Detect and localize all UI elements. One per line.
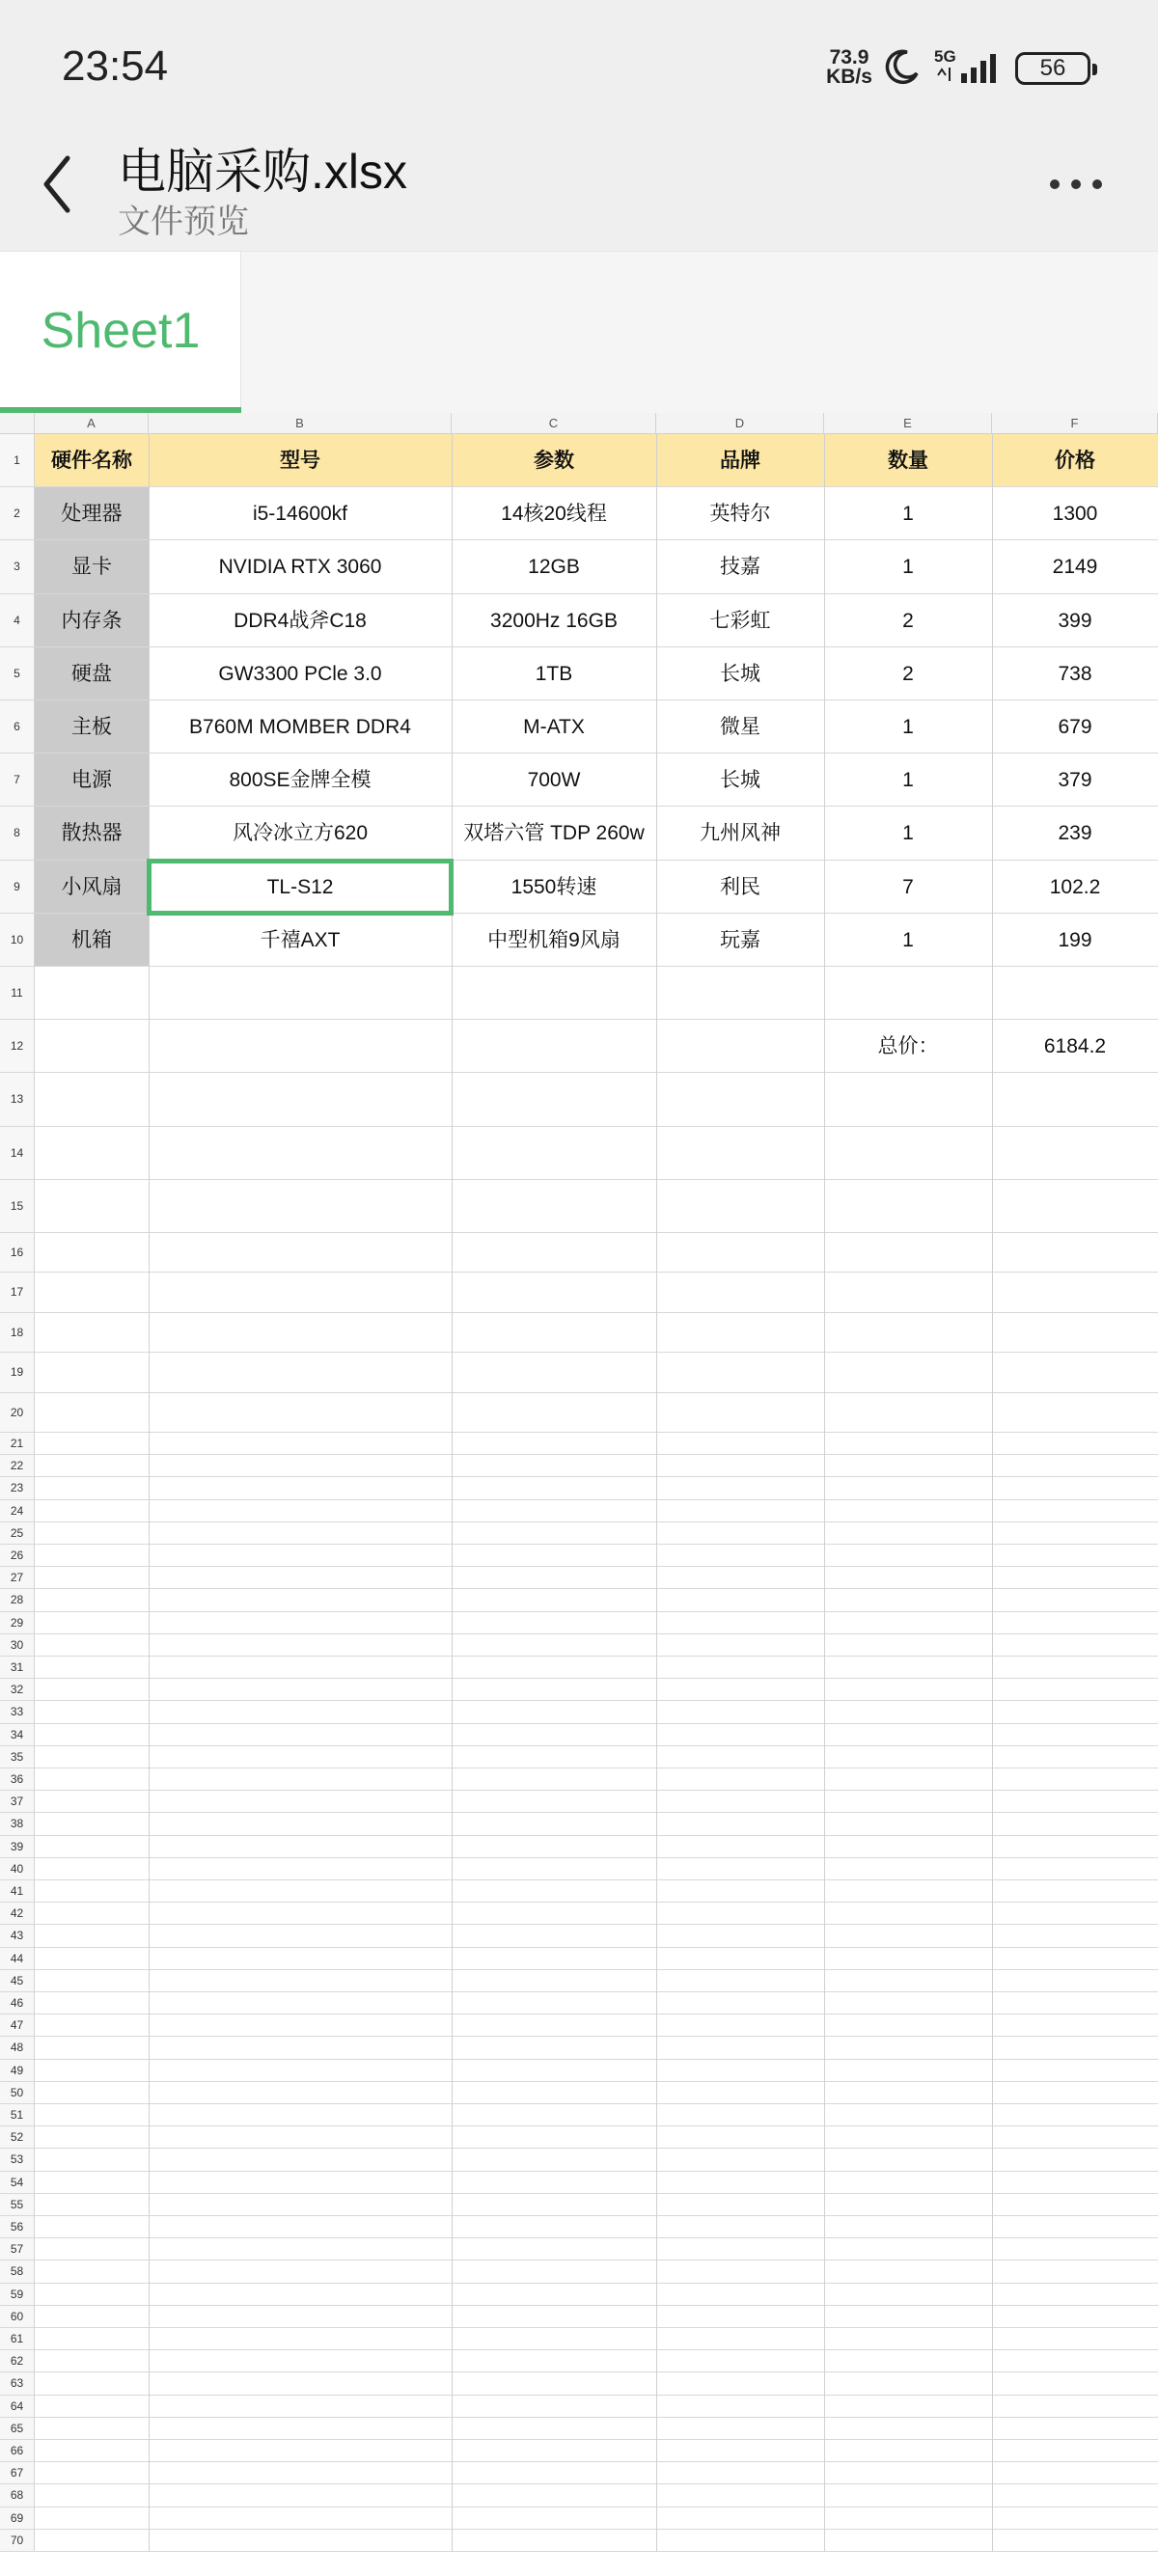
row-number-24[interactable]: 24 — [0, 1500, 35, 1522]
row-gridline — [35, 2104, 1158, 2126]
row-number-43[interactable]: 43 — [0, 1925, 35, 1947]
cell-f10[interactable]: 199 — [1058, 928, 1092, 951]
row-number-20[interactable]: 20 — [0, 1393, 35, 1433]
row-number-56[interactable]: 56 — [0, 2216, 35, 2238]
cell-d5[interactable]: 长城 — [720, 662, 760, 685]
cell-e2[interactable]: 1 — [902, 503, 914, 526]
cell-b6[interactable]: B760M MOMBER DDR4 — [189, 716, 411, 738]
cell-b9[interactable]: TL-S12 — [266, 875, 334, 898]
cell-b7[interactable]: 800SE金牌全模 — [229, 769, 372, 792]
column-header-a[interactable]: A — [35, 413, 149, 434]
row-gridline — [35, 2194, 1158, 2216]
row-gridline — [35, 1679, 1158, 1701]
row-gridline — [35, 2530, 1158, 2552]
row-number-65[interactable]: 65 — [0, 2418, 35, 2440]
row-gridline — [35, 2507, 1158, 2530]
row-gridline — [35, 2350, 1158, 2372]
row-gridline — [35, 1500, 1158, 1522]
cell-d3[interactable]: 技嘉 — [720, 556, 760, 579]
row-number-4[interactable]: 4 — [0, 594, 35, 647]
row-number-12[interactable]: 12 — [0, 1020, 35, 1073]
row-number-19[interactable]: 19 — [0, 1353, 35, 1392]
row-number-35[interactable]: 35 — [0, 1746, 35, 1768]
row-number-22[interactable]: 22 — [0, 1455, 35, 1477]
row-number-10[interactable]: 10 — [0, 914, 35, 967]
moon-icon — [882, 48, 921, 87]
row-gridline — [35, 1903, 1158, 1925]
tab-sheet1-label: Sheet1 — [41, 303, 201, 359]
row-gridline — [35, 1393, 1158, 1433]
cell-d4[interactable]: 七彩虹 — [709, 609, 771, 632]
row-gridline — [35, 967, 1158, 1020]
row-number-60[interactable]: 60 — [0, 2306, 35, 2328]
row-gridline — [35, 2037, 1158, 2059]
row-number-13[interactable]: 13 — [0, 1073, 35, 1126]
row-gridline — [35, 1634, 1158, 1657]
row-gridline — [35, 1746, 1158, 1768]
cell-e3[interactable]: 1 — [902, 556, 914, 579]
row-number-31[interactable]: 31 — [0, 1657, 35, 1679]
row-gridline — [35, 1127, 1158, 1180]
row-number-44[interactable]: 44 — [0, 1948, 35, 1970]
cell-f8[interactable]: 239 — [1058, 822, 1092, 845]
row-number-47[interactable]: 47 — [0, 2014, 35, 2037]
row-gridline — [35, 1791, 1158, 1813]
row-number-17[interactable]: 17 — [0, 1273, 35, 1312]
cell-c10[interactable]: 中型机箱9风扇 — [487, 928, 620, 951]
cell-d10[interactable]: 玩嘉 — [720, 928, 760, 951]
row-number-25[interactable]: 25 — [0, 1522, 35, 1545]
row-gridline — [35, 2014, 1158, 2037]
row-number-55[interactable]: 55 — [0, 2194, 35, 2216]
network-speed — [820, 48, 878, 87]
header-cell-c[interactable]: 参数 — [534, 450, 574, 472]
cell-a4[interactable]: 内存条 — [61, 609, 123, 632]
row-number-33[interactable]: 33 — [0, 1701, 35, 1723]
row-number-54[interactable]: 54 — [0, 2172, 35, 2194]
column-header-f[interactable]: F — [992, 413, 1158, 434]
row-number-29[interactable]: 29 — [0, 1612, 35, 1634]
row-number-62[interactable]: 62 — [0, 2350, 35, 2372]
row-gridline — [35, 2172, 1158, 2194]
row-number-7[interactable]: 7 — [0, 754, 35, 807]
row-gridline — [35, 1813, 1158, 1835]
battery-icon: 56 — [1015, 52, 1090, 85]
page-subtitle: 文件预览 — [118, 204, 249, 240]
cell-e10[interactable]: 1 — [902, 928, 914, 951]
row-number-52[interactable]: 52 — [0, 2126, 35, 2149]
row-number-26[interactable]: 26 — [0, 1545, 35, 1567]
row-number-6[interactable]: 6 — [0, 700, 35, 754]
signal-label: 5G — [934, 47, 956, 66]
cell-f2[interactable]: 1300 — [1052, 503, 1098, 526]
cell-d2[interactable]: 英特尔 — [709, 503, 771, 526]
row-number-57[interactable]: 57 — [0, 2238, 35, 2261]
row-gridline — [35, 2216, 1158, 2238]
row-gridline — [35, 1768, 1158, 1791]
cell-d7[interactable]: 长城 — [720, 769, 760, 792]
cell-f7[interactable]: 379 — [1058, 769, 1092, 792]
row-number-51[interactable]: 51 — [0, 2104, 35, 2126]
row-gridline — [35, 1180, 1158, 1233]
cell-f5[interactable]: 738 — [1058, 662, 1092, 685]
row-number-27[interactable]: 27 — [0, 1567, 35, 1589]
cell-d9[interactable]: 利民 — [720, 875, 760, 898]
row-number-69[interactable]: 69 — [0, 2507, 35, 2530]
row-gridline — [35, 2306, 1158, 2328]
row-number-11[interactable]: 11 — [0, 967, 35, 1020]
row-number-15[interactable]: 15 — [0, 1180, 35, 1233]
page-title: 电脑采购.xlsx — [118, 145, 407, 199]
row-number-3[interactable]: 3 — [0, 540, 35, 593]
signal-icon — [934, 46, 1006, 85]
cell-a7[interactable]: 电源 — [71, 769, 112, 792]
cell-e4[interactable]: 2 — [902, 609, 914, 632]
row-gridline — [35, 1657, 1158, 1679]
row-gridline — [35, 1273, 1158, 1312]
cell-b5[interactable]: GW3300 PCle 3.0 — [218, 662, 382, 685]
cell-e7[interactable]: 1 — [902, 769, 914, 792]
row-gridline — [35, 1970, 1158, 1992]
cell-d6[interactable]: 微星 — [720, 716, 760, 738]
row-number-38[interactable]: 38 — [0, 1813, 35, 1835]
total-value[interactable]: 6184.2 — [1043, 1035, 1107, 1058]
row-number-14[interactable]: 14 — [0, 1127, 35, 1180]
select-all-corner[interactable] — [0, 413, 35, 434]
row-gridline — [35, 2284, 1158, 2306]
row-number-49[interactable]: 49 — [0, 2060, 35, 2082]
row-gridline — [35, 1073, 1158, 1126]
row-gridline — [35, 2261, 1158, 2283]
status-time: 23:54 — [62, 42, 169, 90]
more-horizontal-icon[interactable] — [1044, 176, 1108, 195]
row-gridline — [35, 2396, 1158, 2418]
row-number-53[interactable]: 53 — [0, 2149, 35, 2171]
total-label[interactable]: 总价： — [877, 1035, 939, 1058]
row-number-41[interactable]: 41 — [0, 1880, 35, 1903]
row-number-36[interactable]: 36 — [0, 1768, 35, 1791]
cell-e8[interactable]: 1 — [902, 822, 914, 845]
column-header-d[interactable]: D — [656, 413, 824, 434]
cell-b10[interactable]: 千禧AXT — [260, 928, 341, 951]
cell-e9[interactable]: 7 — [902, 875, 914, 898]
status-bar — [0, 0, 1158, 125]
row-gridline — [35, 2060, 1158, 2082]
app-header — [0, 125, 1158, 251]
cell-d8[interactable]: 九州风神 — [700, 822, 781, 845]
row-number-18[interactable]: 18 — [0, 1313, 35, 1353]
row-number-39[interactable]: 39 — [0, 1836, 35, 1858]
header-cell-a[interactable]: 硬件名称 — [51, 450, 132, 472]
row-number-48[interactable]: 48 — [0, 2037, 35, 2059]
row-number-40[interactable]: 40 — [0, 1858, 35, 1880]
cell-f3[interactable]: 2149 — [1052, 556, 1098, 579]
row-number-16[interactable]: 16 — [0, 1233, 35, 1273]
row-gridline — [35, 2238, 1158, 2261]
row-number-58[interactable]: 58 — [0, 2261, 35, 2283]
row-number-23[interactable]: 23 — [0, 1477, 35, 1499]
row-gridline — [35, 1948, 1158, 1970]
row-number-34[interactable]: 34 — [0, 1724, 35, 1746]
row-gridline — [35, 1455, 1158, 1477]
header-cell-d[interactable]: 品牌 — [720, 450, 760, 472]
row-number-66[interactable]: 66 — [0, 2440, 35, 2462]
cell-a2[interactable]: 处理器 — [61, 503, 123, 526]
row-number-46[interactable]: 46 — [0, 1992, 35, 2014]
row-gridline — [35, 1313, 1158, 1353]
row-number-42[interactable]: 42 — [0, 1903, 35, 1925]
selected-cell-outline[interactable] — [147, 859, 454, 916]
row-number-30[interactable]: 30 — [0, 1634, 35, 1657]
row-gridline — [35, 2126, 1158, 2149]
cell-c4[interactable]: 3200Hz 16GB — [490, 609, 618, 632]
row-gridline — [35, 1545, 1158, 1567]
row-number-21[interactable]: 21 — [0, 1433, 35, 1455]
cell-a5[interactable]: 硬盘 — [71, 662, 112, 685]
row-gridline — [35, 1701, 1158, 1723]
row-gridline — [35, 1477, 1158, 1499]
cell-a8[interactable]: 散热器 — [61, 822, 123, 845]
header-cell-f[interactable]: 价格 — [1055, 450, 1095, 472]
row-gridline — [35, 2149, 1158, 2171]
row-number-2[interactable]: 2 — [0, 487, 35, 540]
row-gridline — [35, 1992, 1158, 2014]
row-number-37[interactable]: 37 — [0, 1791, 35, 1813]
cell-b8[interactable]: 风冷冰立方620 — [232, 822, 369, 845]
cell-a9[interactable]: 小风扇 — [61, 875, 123, 898]
row-number-63[interactable]: 63 — [0, 2372, 35, 2395]
cell-a6[interactable]: 主板 — [71, 716, 112, 738]
network-speed-value: 73.9 — [829, 46, 869, 69]
row-gridline — [35, 1433, 1158, 1455]
row-gridline — [35, 1589, 1158, 1611]
chevron-left-icon[interactable] — [35, 151, 81, 218]
row-number-50[interactable]: 50 — [0, 2082, 35, 2104]
cell-c2[interactable]: 14核20线程 — [501, 503, 607, 526]
row-number-1[interactable]: 1 — [0, 434, 35, 487]
cell-c7[interactable]: 700W — [527, 769, 581, 792]
cell-c5[interactable]: 1TB — [535, 662, 573, 685]
cell-c9[interactable]: 1550转速 — [510, 875, 597, 898]
column-header-b[interactable]: B — [149, 413, 452, 434]
row-number-45[interactable]: 45 — [0, 1970, 35, 1992]
cell-b3[interactable]: NVIDIA RTX 3060 — [218, 556, 382, 579]
row-gridline — [35, 2462, 1158, 2484]
row-gridline — [35, 2372, 1158, 2395]
cell-c6[interactable]: M-ATX — [523, 716, 585, 738]
cell-c8[interactable]: 双塔六管 TDP 260w — [463, 822, 645, 845]
cell-e6[interactable]: 1 — [902, 716, 914, 738]
row-gridline — [35, 1233, 1158, 1273]
row-number-8[interactable]: 8 — [0, 807, 35, 860]
cell-f6[interactable]: 679 — [1058, 716, 1092, 738]
row-gridline — [35, 1724, 1158, 1746]
cell-f4[interactable]: 399 — [1058, 609, 1092, 632]
row-gridline — [35, 1612, 1158, 1634]
row-number-28[interactable]: 28 — [0, 1589, 35, 1611]
row-number-59[interactable]: 59 — [0, 2284, 35, 2306]
row-gridline — [35, 2484, 1158, 2507]
row-number-68[interactable]: 68 — [0, 2484, 35, 2507]
row-gridline — [35, 2328, 1158, 2350]
row-gridline — [35, 1858, 1158, 1880]
row-number-9[interactable]: 9 — [0, 861, 35, 914]
row-gridline — [35, 1567, 1158, 1589]
row-number-61[interactable]: 61 — [0, 2328, 35, 2350]
row-gridline — [35, 1353, 1158, 1392]
row-number-32[interactable]: 32 — [0, 1679, 35, 1701]
spreadsheet-grid[interactable] — [0, 413, 1158, 2576]
cell-f9[interactable]: 102.2 — [1049, 875, 1101, 898]
header-cell-e[interactable]: 数量 — [888, 450, 928, 472]
row-number-70[interactable]: 70 — [0, 2530, 35, 2552]
row-gridline — [35, 2418, 1158, 2440]
row-number-5[interactable]: 5 — [0, 647, 35, 700]
column-header-c[interactable]: C — [452, 413, 656, 434]
row-gridline — [35, 1522, 1158, 1545]
row-gridline — [35, 1880, 1158, 1903]
column-header-e[interactable]: E — [824, 413, 992, 434]
row-gridline — [35, 1925, 1158, 1947]
cell-e5[interactable]: 2 — [902, 662, 914, 685]
row-number-64[interactable]: 64 — [0, 2396, 35, 2418]
header-cell-b[interactable]: 型号 — [280, 450, 320, 472]
row-number-67[interactable]: 67 — [0, 2462, 35, 2484]
cell-b2[interactable]: i5-14600kf — [252, 503, 348, 526]
cell-b4[interactable]: DDR4战斧C18 — [234, 609, 367, 632]
row-gridline — [35, 2082, 1158, 2104]
sheet-tab-bar — [0, 251, 1158, 413]
network-speed-unit: KB/s — [826, 66, 872, 88]
cell-c3[interactable]: 12GB — [528, 556, 580, 579]
row-gridline — [35, 1836, 1158, 1858]
row-gridline — [35, 2440, 1158, 2462]
cell-a10[interactable]: 机箱 — [71, 928, 112, 951]
tab-sheet1[interactable] — [0, 252, 241, 414]
cell-a3[interactable]: 显卡 — [71, 556, 112, 579]
